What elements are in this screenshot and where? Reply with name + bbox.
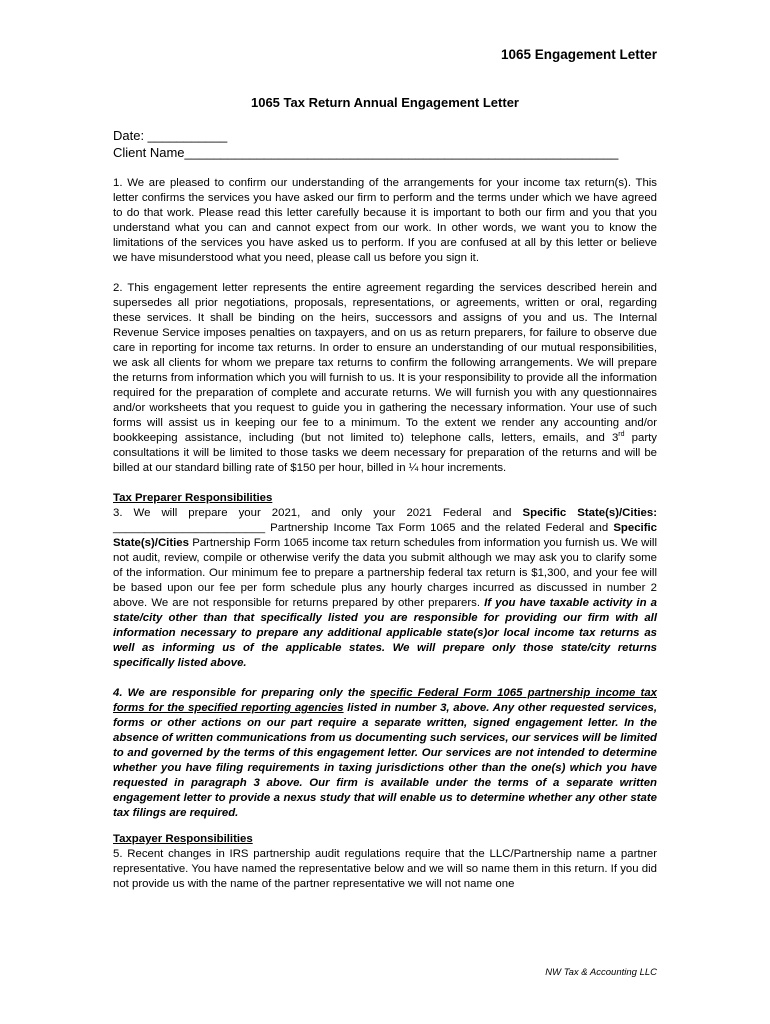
- paragraph-4-text-a: 4. We are responsible for preparing only the: [113, 687, 371, 699]
- paragraph-4-text-b: listed in number 3, above. Any other requested services, forms or other actions on our part require a separate written, signed engagement letter. In the absence of written communications from us documenting such services, our services will be limited to and governed by the terms of this engagement letter. Our services are not intended to determine whether you have filing requirements in taxing jurisdictions other than the one(s) which you have requested in paragraph 3 above. Our firm is available under the terms of a separate written engagement letter to provide a nexus study that will enable us to determine whether any other state tax filings are required.: [113, 702, 657, 819]
- paragraph-3-bold-a: Specific State(s)/Cities:: [522, 507, 657, 519]
- letter-body: [113, 127, 657, 892]
- paragraph-5: 5. Recent changes in IRS partnership audit regulations require that the LLC/Partnership name a partner representative. You have named the representative below and we will so name them in this return. If you did not provide us with the name of the partner representative we will not name one: [113, 848, 657, 890]
- paragraph-2: [113, 281, 657, 476]
- paragraph-2-text-a: 2. This engagement letter represents the entire agreement regarding the services described herein and supersedes all prior negotiations, proposals, representations, or agreements, written or oral, regarding these services. It shall be binding on the heirs, successors and assigns of you and us. The Internal Revenue Service imposes penalties on taxpayers, and on us as return preparers, for failure to observe due care in reporting for income tax returns. In order to ensure an understanding of our mutual responsibilities, we ask all clients for whom we prepare tax returns to confirm the following arrangements. We will prepare the returns from information which you will furnish to us. It is your responsibility to provide all the information required for the preparation of complete and accurate returns. We will furnish you with any questionnaires and/or worksheets that you request to guide you in gathering the necessary information. Your use of such forms will assist us in keeping our fee to a minimum. To the extent we render any accounting and/or bookkeeping assistance, including (but not limited to) telephone calls, letters, emails, and 3: [113, 282, 657, 444]
- tax-preparer-responsibilities-heading: Tax Preparer Responsibilities: [113, 492, 273, 504]
- paragraph-4-underlined: specific Federal Form 1065 partnership income tax forms for the specified reporting agencies: [113, 687, 657, 714]
- paragraph-1: 1. We are pleased to confirm our understanding of the arrangements for your income tax return(s). This letter confirms the services you have asked our firm to perform and the terms under which we have agreed to do that work. Please read this letter carefully because it is important to both our firm and you that you understand what you can and cannot expect from our work. In other words, we want you to know the limitations of the services you have asked us to perform. If you are confused at all by this letter or believe we have misunderstood what you need, please call us before you sign it.: [113, 177, 657, 264]
- paragraph-2-text-b: party consultations it will be limited to those tasks we deem necessary for preparation of the returns and will be billed at our standard billing rate of $150 per hour, billed in ¼ hour increments.: [113, 432, 657, 474]
- date-field: Date: ___________: [113, 128, 228, 143]
- paragraph-3: [113, 506, 657, 671]
- footer-firm-name: NW Tax & Accounting LLC: [545, 967, 657, 978]
- paragraph-3-text-d: Partnership Form 1065 income tax return schedules from information you furnish us. We will not audit, review, compile or otherwise verify the data you submit although we may ask you to clarify some of the information. Our minimum fee to prepare a partnership federal tax return is $1,300, and your fee will be based upon our fee per form schedule plus any hourly charges incurred as discussed in number 2 above. We are not responsible for returns prepared by other preparers.: [113, 537, 657, 609]
- header-title: 1065 Engagement Letter: [500, 47, 657, 62]
- taxpayer-responsibilities-heading: Taxpayer Responsibilities: [113, 833, 253, 845]
- document-title: 1065 Tax Return Annual Engagement Letter: [250, 95, 519, 110]
- paragraph-4: [113, 686, 657, 821]
- paragraph-3-bold-b: Specific State(s)/Cities: [113, 522, 657, 549]
- paragraph-3-text-a: 3. We will prepare your 2021, and only your 2021 Federal and: [113, 507, 523, 519]
- superscript-rd: rd: [618, 431, 625, 439]
- paragraph-3-emphasis: If you have taxable activity in a state/city other than that specifically listed you are responsible for providing our firm with all information necessary to prepare any additional applicable state(s)or local income tax returns as well as informing us of the applicable states. We will prepare only those state/city returns specifically listed above.: [113, 597, 657, 669]
- paragraph-3-text-c: ________________________ Partnership Income Tax Form 1065 and the related Federal and: [113, 522, 614, 534]
- client-name-field: Client Name____________________________________________________________: [113, 145, 619, 160]
